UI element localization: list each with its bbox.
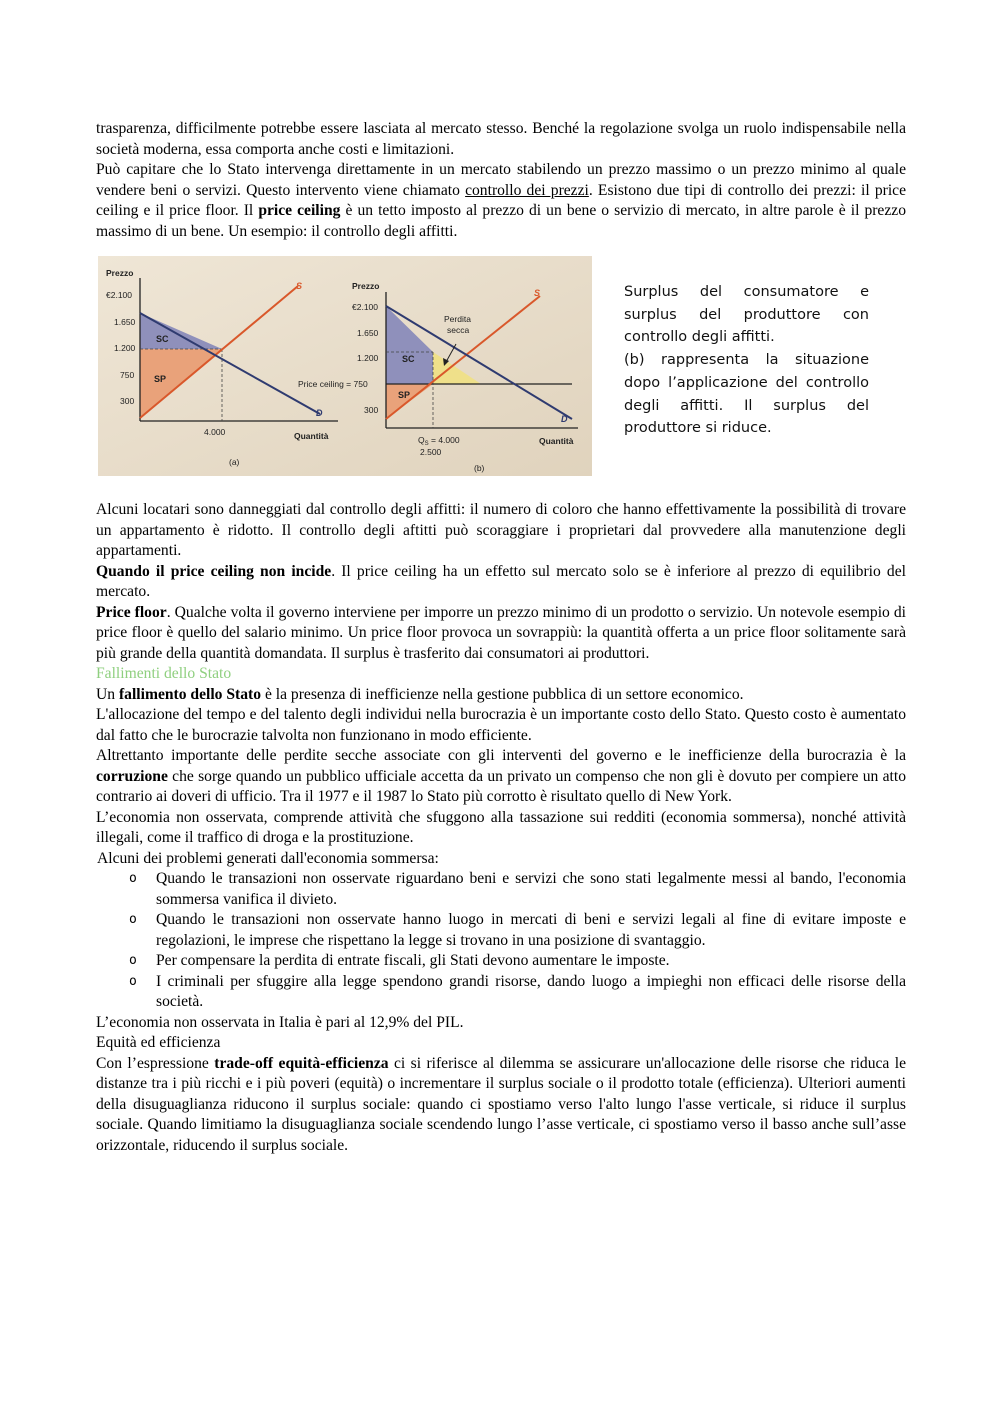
- panel-a-ytick-1650: 1.650: [114, 317, 136, 327]
- bold-term-price-floor: Price floor: [96, 603, 167, 621]
- paragraph-ceiling-non-incide: [96, 562, 906, 603]
- panel-a-sp-label: SP: [154, 374, 167, 384]
- bold-term-price-ceiling: price ceiling: [258, 202, 341, 219]
- list-item-text: Per compensare la perdita di entrate fiscali, gli Stati devono aumentare le imposte.: [156, 952, 670, 969]
- paragraph-corruzione-text-b: che sorge quando un pubblico ufficiale accetta da un privato un compenso che non gli è dovuto per compiere un atto contrario ai doveri di ufficio. Tra il 1977 e il 1987 lo Stato più corrotto è risultato quello di New York.: [96, 767, 906, 805]
- panel-b-price-ceiling-label: Price ceiling = 750: [298, 379, 368, 389]
- price-ceiling-figure: [98, 256, 592, 476]
- paragraph-economia-non-osservata: L’economia non osservata, comprende attività che sfuggono alla tassazione sui redditi (economia sommersa), nonché attività illegali, come il traffico di droga e la prostituzione.: [96, 808, 906, 846]
- bullet-circle-icon: o: [129, 953, 137, 968]
- paragraph-trade-off-text-a: Con l’espressione: [96, 1054, 215, 1072]
- panel-b-ytick-2100: €2.100: [352, 302, 378, 312]
- bold-term-fallimento-dello-stato: fallimento dello Stato: [118, 685, 262, 703]
- bold-term-ceiling-non-incide: Quando il price ceiling non incide: [96, 562, 332, 580]
- panel-b-qs-letter: Q: [418, 435, 425, 445]
- top-text-block: [96, 119, 906, 242]
- paragraph-burocrazia: L'allocazione del tempo e del talento degli individui nella burocrazia è un importante costo dello Stato. Questo costo è aumentato dal fatto che le burocrazie talvolta non funzionano in modo efficiente.: [96, 706, 906, 744]
- figure-caption-line-1: Surplus del consumatore e surplus del produttore con controllo degli affitti.: [624, 284, 869, 346]
- panel-a-ytick-2100: €2.100: [106, 290, 132, 300]
- list-item: [96, 972, 906, 1013]
- list-item-text: I criminali per sfuggire alla legge spendono grandi risorse, dando luogo a impieghi non efficaci delle risorse della società.: [156, 972, 906, 1010]
- figure-caption-line-2: (b) rappresenta la situazione dopo l’applicazione del controllo degli affitti. Il surplus del produttore si riduce.: [624, 352, 869, 437]
- panel-b-ytick-1650: 1.650: [357, 328, 379, 338]
- bullet-circle-icon: o: [129, 871, 137, 886]
- panel-b-deadweight-label-1: Perdita: [444, 314, 471, 324]
- panel-b-qs-subscript: S: [424, 441, 429, 447]
- paragraph-ceiling-non-incide-text: . Il price ceiling ha un effetto sul mercato solo se è inferiore al prezzo di equilibrio del mercato.: [96, 562, 906, 600]
- paragraph-italia-pil: L’economia non osservata in Italia è pari al 12,9% del PIL.: [96, 1013, 464, 1031]
- panel-b-y-label: Prezzo: [352, 281, 380, 291]
- panel-a-ytick-300: 300: [120, 396, 135, 406]
- list-item-text: Quando le transazioni non osservate hanno luogo in mercati di beni e servizi legali al fine di evitare imposte e regolazioni, le imprese che rispettano la legge si trovano in una posizione di svantaggio.: [156, 911, 906, 949]
- heading-equita-ed-efficienza: Equità ed efficienza: [96, 1034, 221, 1051]
- panel-b-x-label: Quantità: [539, 436, 574, 446]
- panel-b-qs-value: = 4.000: [428, 435, 460, 445]
- panel-b-xtick-2500: 2.500: [420, 447, 442, 457]
- list-item: [96, 951, 906, 972]
- paragraph-price-floor: [96, 603, 906, 665]
- paragraph-fallimento-definizione: [96, 685, 906, 706]
- paragraph-fallimento-text-a: Un: [96, 685, 119, 703]
- list-item: [96, 869, 906, 910]
- paragraph-fallimento-text-b: è la presenza di inefficienze nella gestione pubblica di un settore economico.: [261, 685, 744, 703]
- panel-a-y-label: Prezzo: [106, 268, 134, 278]
- paragraph-controllo-prezzi: [96, 160, 906, 242]
- bullet-list-problemi: [96, 869, 906, 1013]
- panel-a-label: (a): [229, 457, 240, 467]
- underlined-term-controllo-dei-prezzi: controllo dei prezzi: [465, 181, 589, 199]
- paragraph-trade-off-text-b: ci si riferisce al dilemma se assicurare un'allocazione delle risorse che riduca le distanze tra i più ricchi e i più poveri (equità) o incrementare il surplus sociale o il prodotto totale (efficienza). Ulteriori aumenti della disuguaglianza riducono il surplus sociale: quando ci spostiamo verso l'alto lungo l'asse verticale, si riduce il surplus sociale. Quando limitiamo la disuguaglianza sociale scendendo lungo l’asse verticale, ci spostiamo verso il basso anche sull’asse orizzontale, riducendo il surplus sociale.: [96, 1054, 907, 1154]
- paragraph-controllo-text-b: . Esistono due tipi di controllo dei prezzi: il price ceiling e il price floor. Il: [96, 181, 906, 219]
- panel-a-ytick-1200: 1.200: [114, 343, 136, 353]
- bullet-circle-icon: o: [129, 912, 137, 927]
- panel-a-x-label: Quantità: [294, 431, 329, 441]
- panel-a-d-label: D: [316, 408, 323, 418]
- panel-b-label: (b): [474, 463, 485, 473]
- paragraph-controllo-text-a: Può capitare che lo Stato intervenga direttamente in un mercato stabilendo un prezzo massimo o un prezzo minimo al quale vendere beni o servizi. Questo intervento viene chiamato: [96, 161, 906, 199]
- figure-caption: [624, 281, 869, 440]
- paragraph-controllo-text-c: è un tetto imposto al prezzo di un bene o servizio di mercato, in altre parole è il prezzo massimo di un bene. Un esempio: il controllo degli affitti.: [96, 202, 906, 240]
- panel-b-d-label: D: [561, 414, 568, 424]
- bullet-circle-icon: o: [129, 973, 137, 989]
- panel-b-s-label: S: [534, 288, 541, 298]
- panel-b-sc-label: SC: [402, 354, 415, 364]
- panel-a-s-label: S: [296, 281, 303, 291]
- panel-b-sp-label: SP: [398, 390, 411, 400]
- panel-b-ytick-1200: 1.200: [357, 353, 379, 363]
- panel-b-deadweight-label-2: secca: [447, 325, 470, 335]
- paragraph-trade-off: [96, 1054, 906, 1157]
- panel-a-xtick-4000: 4.000: [204, 427, 226, 437]
- paragraph-regolazione: [96, 119, 906, 160]
- paragraph-regolazione-text: trasparenza, difficilmente potrebbe essere lasciata al mercato stesso. Benché la regolazione svolga un ruolo indispensabile nella società moderna, essa comporta anche costi e limitazioni.: [96, 120, 906, 158]
- panel-a-ytick-750: 750: [120, 370, 135, 380]
- paragraph-corruzione-text-a: Altrettanto importante delle perdite secche associate con gli interventi del governo e le inefficienze della burocrazia è la: [96, 747, 906, 764]
- list-item-text: Quando le transazioni non osservate riguardano beni e servizi che sono stati legalmente messi al bando, l'economia sommersa vanifica il divieto.: [156, 870, 906, 908]
- paragraph-problemi-sommersa: Alcuni dei problemi generati dall'economia sommersa:: [97, 849, 439, 867]
- body-text-block: [96, 500, 906, 1156]
- paragraph-corruzione: [96, 746, 906, 808]
- bold-term-corruzione: corruzione: [96, 767, 168, 785]
- list-item: [96, 910, 906, 951]
- heading-fallimenti-dello-stato: Fallimenti dello Stato: [96, 665, 232, 682]
- paragraph-price-floor-text: . Qualche volta il governo interviene per imporre un prezzo minimo di un prodotto o servizio. Un notevole esempio di price floor è quello del salario minimo. Un price floor provoca un sovrappiù: la quantità offerta a un price floor solitamente sarà più grande della quantità domandata. Il surplus è trasferito dai consumatori ai produttori.: [96, 603, 906, 662]
- bold-term-trade-off: trade-off equità-efficienza: [214, 1054, 389, 1072]
- panel-a-sc-label: SC: [156, 334, 169, 344]
- paragraph-locatari: Alcuni locatari sono danneggiati dal controllo degli affitti: il numero di coloro che hanno effettivamente la possibilità di trovare un appartamento è ridotto. Il controllo degli aftitti può scoraggiare i proprietari dal provvedere alla manutenzione degli appartamenti.: [96, 501, 906, 559]
- panel-b-ytick-300: 300: [364, 405, 379, 415]
